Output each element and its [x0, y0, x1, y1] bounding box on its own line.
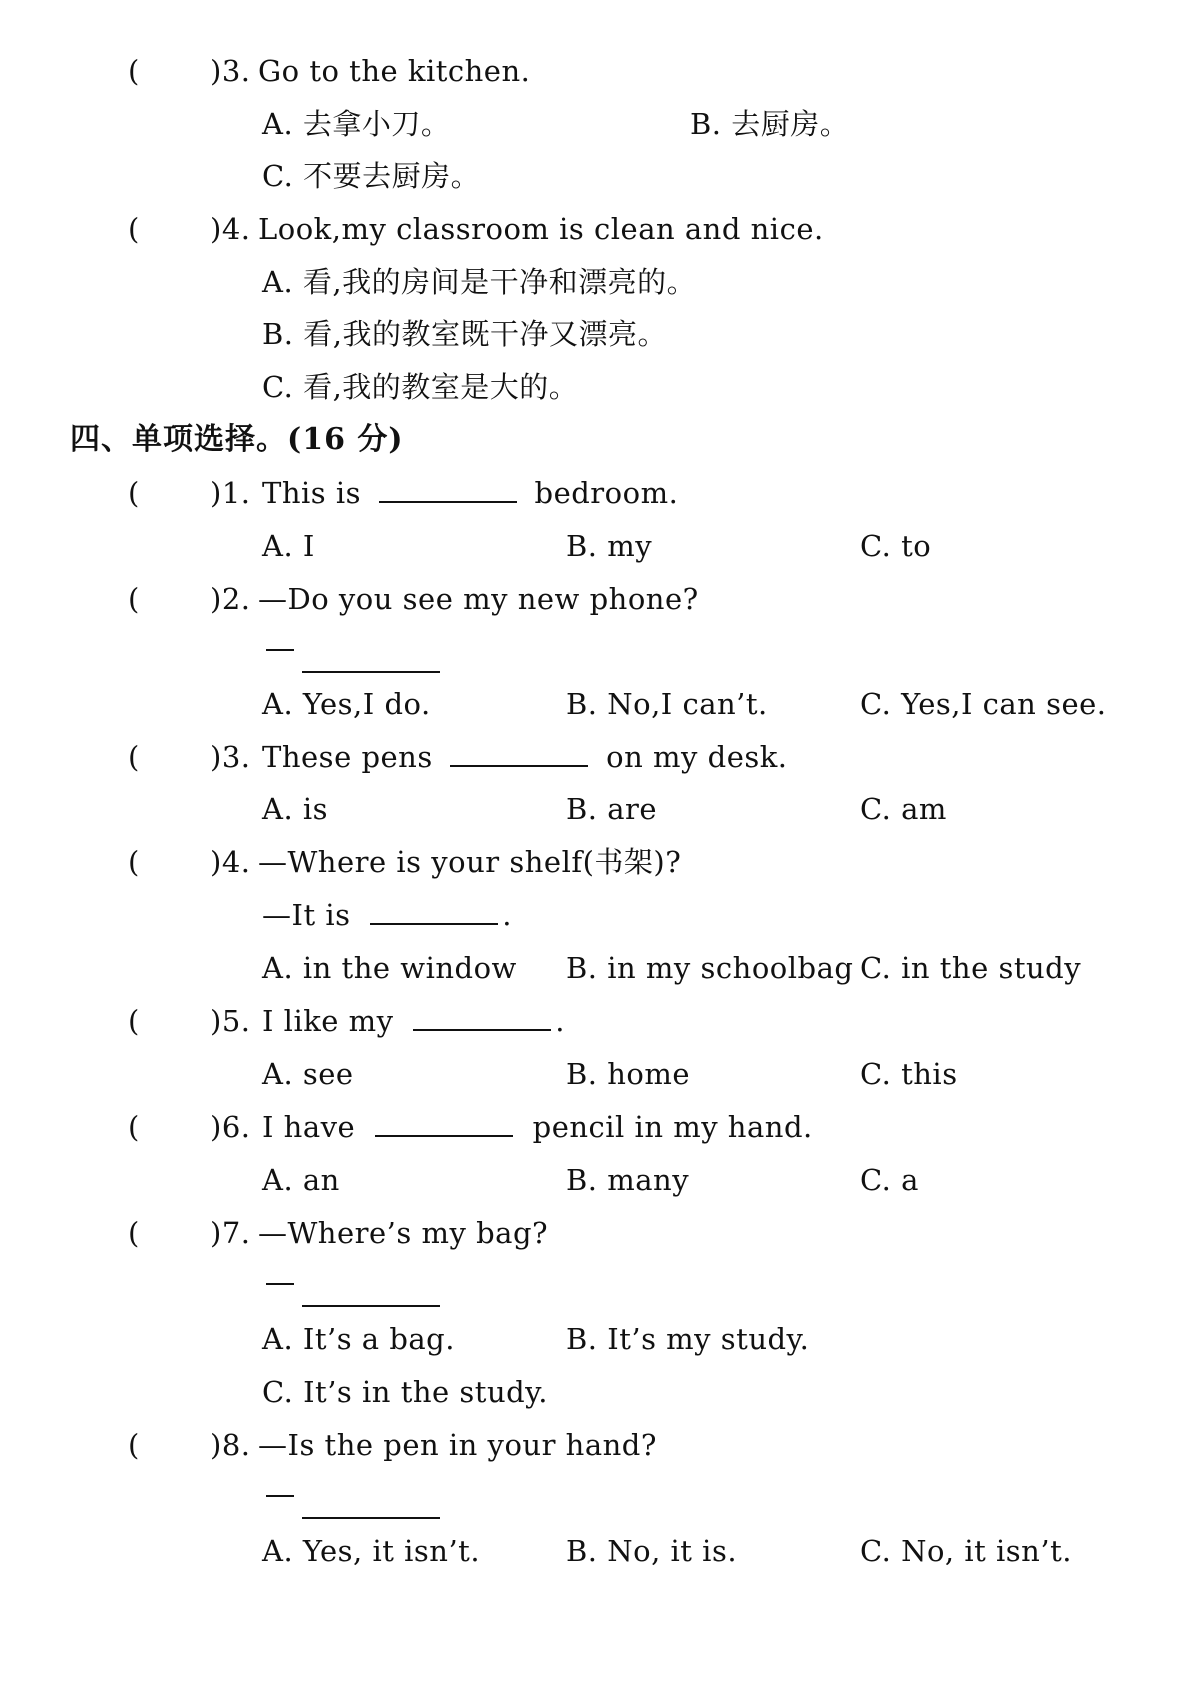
s4-q3-option-a: A. is [262, 792, 329, 826]
s4-q6-option-a: A. an [262, 1163, 340, 1197]
answer-paren[interactable]: ( [128, 1428, 140, 1462]
answer-paren[interactable]: ( [128, 212, 140, 246]
s4-q4-answer-line [262, 898, 512, 932]
s4-q6-after: pencil in my hand. [532, 1110, 813, 1144]
s4-q3-number: )3. [210, 740, 251, 774]
fill-blank[interactable] [413, 1007, 551, 1031]
question-4-prompt: Look,my classroom is clean and nice. [258, 212, 824, 246]
s4-q1-option-b: B. my [566, 529, 653, 563]
s4-q8-prompt: —Is the pen in your hand? [258, 1428, 657, 1462]
s4-q5-option-c: C. this [860, 1057, 958, 1091]
s4-q4-prompt: —Where is your shelf(书架)? [258, 845, 682, 879]
answer-paren[interactable]: ( [128, 1004, 140, 1038]
s4-q1-after: bedroom. [534, 476, 679, 510]
s4-q5-number: )5. [210, 1004, 251, 1038]
question-3-option-c: C. 不要去厨房。 [262, 159, 481, 193]
question-4-option-b: B. 看,我的教室既干净又漂亮。 [262, 317, 667, 351]
s4-q1-option-a: A. I [262, 529, 315, 563]
s4-q3-option-c: C. am [860, 792, 947, 826]
fill-blank[interactable] [450, 743, 588, 767]
question-4-option-c: C. 看,我的教室是大的。 [262, 370, 579, 404]
answer-paren[interactable]: ( [128, 1110, 140, 1144]
s4-q2-option-a: A. Yes,I do. [262, 687, 431, 721]
s4-q7-prompt: —Where’s my bag? [258, 1216, 549, 1250]
answer-paren[interactable]: ( [128, 476, 140, 510]
s4-q6-option-b: B. many [566, 1163, 690, 1197]
fill-blank[interactable] [379, 479, 517, 503]
s4-q2-number: )2. [210, 582, 251, 616]
section-heading: 四、单项选择。(16 分) [70, 422, 404, 457]
s4-q2-option-b: B. No,I can’t. [566, 687, 768, 721]
s4-q7-number: )7. [210, 1216, 251, 1250]
s4-q4-answer-after: . [502, 898, 512, 932]
answer-paren[interactable]: ( [128, 1216, 140, 1250]
question-3-option-a: A. 去拿小刀。 [262, 107, 451, 141]
s4-q1-before: This is [262, 476, 362, 510]
s4-q1-prompt [262, 476, 678, 510]
s4-q1-option-c: C. to [860, 529, 932, 563]
fill-blank[interactable] [375, 1113, 513, 1137]
s4-q3-option-b: B. are [566, 792, 658, 826]
answer-blank[interactable] [266, 1269, 446, 1311]
s4-q8-number: )8. [210, 1428, 251, 1462]
s4-q5-after: . [555, 1004, 565, 1038]
s4-q8-option-b: B. No, it is. [566, 1534, 738, 1568]
s4-q8-option-c: C. No, it isn’t. [860, 1534, 1072, 1568]
question-3-number: )3. [210, 54, 251, 88]
question-4-option-a: A. 看,我的房间是干净和漂亮的。 [262, 265, 697, 299]
answer-paren[interactable]: ( [128, 740, 140, 774]
question-4-number: )4. [210, 212, 251, 246]
s4-q6-option-c: C. a [860, 1163, 919, 1197]
s4-q5-prompt [262, 1004, 565, 1038]
s4-q3-prompt [262, 740, 788, 774]
question-3-option-b: B. 去厨房。 [690, 107, 850, 141]
s4-q3-before: These pens [262, 740, 433, 774]
answer-blank[interactable] [266, 1481, 446, 1523]
answer-paren[interactable]: ( [128, 54, 140, 88]
s4-q6-prompt [262, 1110, 813, 1144]
s4-q2-option-c: C. Yes,I can see. [860, 687, 1107, 721]
s4-q4-option-a: A. in the window [262, 951, 517, 985]
s4-q7-option-c: C. It’s in the study. [262, 1375, 548, 1409]
s4-q5-before: I like my [262, 1004, 394, 1038]
answer-paren[interactable]: ( [128, 845, 140, 879]
s4-q4-option-b: B. in my schoolbag [566, 951, 854, 985]
s4-q7-option-a: A. It’s a bag. [262, 1322, 455, 1356]
s4-q4-number: )4. [210, 845, 251, 879]
s4-q6-before: I have [262, 1110, 356, 1144]
s4-q6-number: )6. [210, 1110, 251, 1144]
s4-q5-option-b: B. home [566, 1057, 691, 1091]
answer-paren[interactable]: ( [128, 582, 140, 616]
s4-q7-option-b: B. It’s my study. [566, 1322, 810, 1356]
s4-q3-after: on my desk. [606, 740, 788, 774]
s4-q4-answer-before: —It is [262, 898, 351, 932]
s4-q1-number: )1. [210, 476, 251, 510]
s4-q2-prompt: —Do you see my new phone? [258, 582, 699, 616]
s4-q4-option-c: C. in the study [860, 951, 1082, 985]
question-3-prompt: Go to the kitchen. [258, 54, 531, 88]
s4-q5-option-a: A. see [262, 1057, 354, 1091]
fill-blank[interactable] [370, 901, 498, 925]
answer-blank[interactable] [266, 635, 446, 677]
s4-q8-option-a: A. Yes, it isn’t. [262, 1534, 481, 1568]
